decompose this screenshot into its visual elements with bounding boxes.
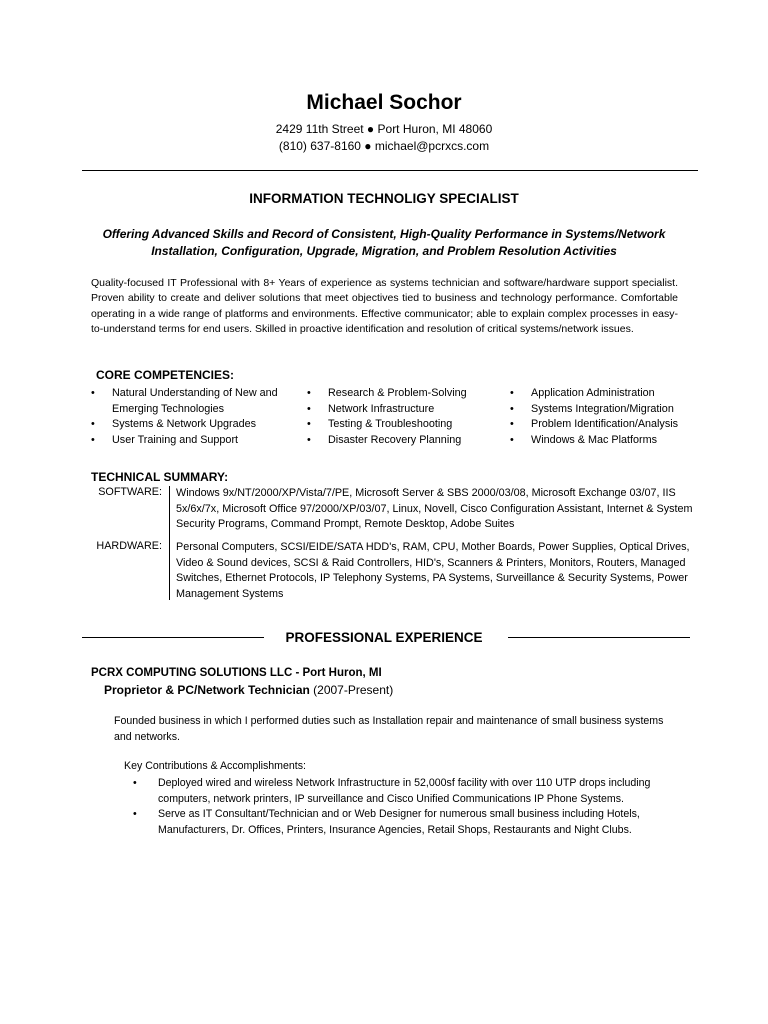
candidate-name: Michael Sochor bbox=[306, 91, 462, 114]
competencies-column-2 bbox=[305, 386, 505, 448]
tagline-line-2: Installation, Configuration, Upgrade, Migration, and Problem Resolution Activities bbox=[151, 244, 617, 258]
tagline bbox=[0, 226, 768, 260]
competency-item: • Application Administration bbox=[508, 386, 708, 402]
competency-item: • Systems Integration/Migration bbox=[508, 402, 708, 418]
software-list: Windows 9x/NT/2000/XP/Vista/7/PE, Microsoft Server & SBS 2000/03/08, Microsoft Exchange 03/07, IIS 5x/6x/7x, Microsoft Office 97/2000/XP/03/07, Linux, Novell, Cisco Configuration Assistant, Internet & System Security Programs, Command Prompt, Remote Desktop, Adobe Suites bbox=[176, 487, 693, 530]
header-divider bbox=[82, 170, 698, 171]
competencies-column-3 bbox=[508, 386, 708, 448]
company-name: PCRX COMPUTING SOLUTIONS LLC - Port Huron, MI bbox=[91, 667, 382, 679]
software-label: SOFTWARE: bbox=[98, 486, 162, 498]
hardware-list: Personal Computers, SCSI/EIDE/SATA HDD's, RAM, CPU, Mother Boards, Power Supplies, Optical Drives, Video & Sound devices, SCSI & Raid Controllers, HID's, Scanners & Printers, Monitors, Routers, Managed Switches, Ethernet Protocols, IP Telephony Systems, PA Systems, Surveillance & Security Systems, Power Management Systems bbox=[176, 541, 690, 600]
accomplishments-list bbox=[131, 776, 691, 838]
role-dates: (2007-Present) bbox=[309, 683, 394, 697]
job-role bbox=[104, 683, 393, 697]
competency-item: • Natural Understanding of New and Emerging Technologies bbox=[89, 386, 284, 417]
technical-divider bbox=[169, 486, 170, 600]
experience-heading: PROFESSIONAL EXPERIENCE bbox=[285, 630, 483, 645]
role-title: Proprietor & PC/Network Technician bbox=[104, 683, 310, 697]
professional-summary: Quality-focused IT Professional with 8+ Years of experience as systems technician and software/hardware support specialist. Proven ability to create and deliver solutions that meet objectives tied to business and technology performance. Comfortable operating in a wide range of platforms and environments. Effective communicator; able to explain complex processes in easy-to-understand terms for end users. Skilled in proactive identification and resolution of critical systems/network issues. bbox=[91, 277, 678, 335]
competency-item: • Disaster Recovery Planning bbox=[305, 433, 505, 449]
hardware-label: HARDWARE: bbox=[96, 540, 162, 552]
competency-item: • Problem Identification/Analysis bbox=[508, 417, 708, 433]
contact-line: (810) 637-8160 ● michael@pcrxcs.com bbox=[278, 139, 490, 153]
resume-title: INFORMATION TECHNOLIGY SPECIALIST bbox=[249, 191, 519, 206]
competency-item: • Windows & Mac Platforms bbox=[508, 433, 708, 449]
competency-item: • Research & Problem-Solving bbox=[305, 386, 505, 402]
technical-summary-heading: TECHNICAL SUMMARY: bbox=[91, 470, 229, 484]
competency-item: • Network Infrastructure bbox=[305, 402, 505, 418]
accomplishment-item: • Deployed wired and wireless Network Infrastructure in 52,000sf facility with over 110 UTP drops including computers, network printers, IP surveillance and Cisco Unified Communications IP Phone Systems. bbox=[131, 776, 691, 807]
core-competencies-heading: CORE COMPETENCIES: bbox=[96, 368, 235, 382]
competency-item: • Testing & Troubleshooting bbox=[305, 417, 505, 433]
job-description: Founded business in which I performed duties such as Installation repair and maintenance of small business systems and networks. bbox=[114, 715, 664, 743]
accomplishment-item: • Serve as IT Consultant/Technician and or Web Designer for numerous small business including Hotels, Manufacturers, Dr. Offices, Printers, Insurance Agencies, Retail Shops, Restaurants and Night Clubs. bbox=[131, 807, 691, 838]
tagline-line-1: Offering Advanced Skills and Record of Consistent, High-Quality Performance in Systems/Network bbox=[102, 227, 666, 241]
competency-item: • User Training and Support bbox=[89, 433, 284, 449]
address-line: 2429 11th Street ● Port Huron, MI 48060 bbox=[275, 122, 493, 136]
competency-item: • Systems & Network Upgrades bbox=[89, 417, 284, 433]
key-contributions-heading: Key Contributions & Accomplishments: bbox=[124, 760, 306, 772]
competencies-column-1 bbox=[89, 386, 284, 448]
experience-rule-right bbox=[508, 637, 690, 638]
